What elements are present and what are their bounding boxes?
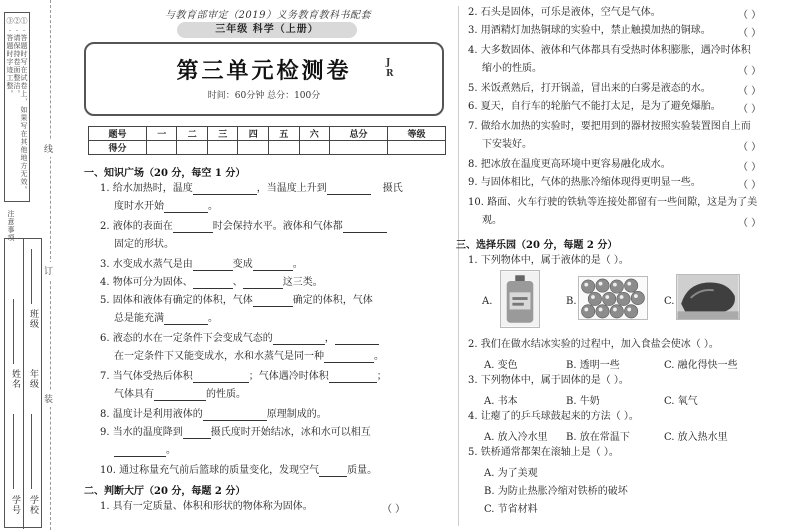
question-1-3: 3. 水变成水蒸气是由 变成 。 bbox=[100, 259, 303, 270]
question-1-1: 1. 给水加热时，温度 ，当温度上升到 摄氏 bbox=[100, 183, 403, 194]
question-1-7-cont: 气体具有 的性质。 bbox=[114, 389, 246, 400]
choice-option[interactable]: B. 牛奶 bbox=[566, 396, 600, 407]
choice-option[interactable]: A. 为了美观 bbox=[484, 468, 538, 479]
judge-question-10-cont: 观。 bbox=[482, 215, 502, 226]
blank[interactable] bbox=[243, 278, 283, 289]
judge-question-6: 6. 夏天，自行车的轮胎气不能打太足，是为了避免爆胎。 bbox=[468, 101, 721, 112]
question-1-5: 5. 固体和液体有确定的体积，气体 确定的体积，气体 bbox=[100, 295, 373, 306]
judge-question-1: 1. 具有一定质量、体积和形状的物体称为固体。 bbox=[100, 501, 313, 512]
score-header-cell: 三 bbox=[207, 127, 238, 141]
blank[interactable] bbox=[193, 372, 249, 383]
choice-option[interactable]: A. 放入冷水里 bbox=[484, 432, 548, 443]
judge-question-4: 4. 大多数固体、液体和气体都具有受热时体积膨胀，遇冷时体积 bbox=[468, 45, 751, 56]
question-1-10: 10. 通过称量充气前后篮球的质量变化，发现空气 质量。 bbox=[100, 465, 378, 476]
blank[interactable] bbox=[327, 184, 371, 195]
blank[interactable] bbox=[324, 352, 374, 363]
choice-option[interactable]: B. 放在常温下 bbox=[566, 432, 630, 443]
blank[interactable] bbox=[329, 372, 377, 383]
grade-field: 年级 bbox=[28, 369, 38, 389]
school-field: 学校 bbox=[28, 495, 38, 515]
blank[interactable] bbox=[193, 260, 233, 271]
choice-question-1: 1. 下列物体中，属于液体的是（ ）。 bbox=[468, 255, 629, 266]
choice-option[interactable]: C. 放入热水里 bbox=[664, 432, 728, 443]
section-1-title: 一、知识广场（20 分，每空 1 分） bbox=[84, 168, 246, 179]
score-row bbox=[89, 141, 446, 155]
page-title: 第三单元检测卷 bbox=[176, 59, 352, 84]
notice-title: 注意事项 bbox=[7, 210, 15, 242]
grade-subject-pill: 三年级 科学（上册） bbox=[177, 22, 357, 38]
blank[interactable] bbox=[164, 202, 208, 213]
notice-line: ①.答题时写在试卷上，如果写在其他地方无效。 bbox=[20, 17, 28, 194]
choice-question-5: 5. 铁桥通常都架在滚轴上是（ ）。 bbox=[468, 447, 619, 458]
judge-question-7-cont: 下安装好。 bbox=[482, 139, 532, 150]
judge-question-8: 8. 把冰放在温度更高环境中更容易融化成水。 bbox=[468, 159, 671, 170]
binding-strip bbox=[0, 0, 88, 530]
column-divider bbox=[458, 6, 459, 526]
blank[interactable] bbox=[273, 334, 325, 345]
student-id-field: 学号 bbox=[10, 495, 20, 515]
choice-option[interactable]: C. 节省材料 bbox=[484, 504, 538, 515]
blank[interactable] bbox=[193, 184, 257, 195]
blank[interactable] bbox=[193, 278, 233, 289]
answer-paren[interactable]: （ ） bbox=[738, 66, 762, 77]
choice-option[interactable]: B. bbox=[566, 296, 577, 307]
question-1-7: 7. 当气体受热后体积 ；气体遇冷时体积 ； bbox=[100, 371, 387, 382]
blank[interactable] bbox=[183, 428, 211, 439]
choice-option[interactable]: B. 透明一些 bbox=[566, 360, 620, 371]
score-header-cell: 题号 bbox=[89, 127, 147, 141]
score-row-label: 得分 bbox=[89, 141, 147, 155]
steel-balls-picture bbox=[578, 276, 648, 320]
blank[interactable] bbox=[253, 296, 293, 307]
answer-paren[interactable]: （ ） bbox=[738, 162, 762, 173]
judge-question-5: 5. 米饭煮熟后，打开锅盖，冒出来的白雾是液态的水。 bbox=[468, 83, 711, 94]
judge-question-3: 3. 用酒精灯加热铜球的实验中，禁止触摸加热的铜球。 bbox=[468, 25, 711, 36]
answer-paren[interactable]: （ ） bbox=[738, 180, 762, 191]
score-cell[interactable] bbox=[238, 141, 269, 155]
score-header-cell: 五 bbox=[269, 127, 300, 141]
blank[interactable] bbox=[343, 222, 387, 233]
score-header-row bbox=[89, 127, 446, 141]
cut-char: 装 bbox=[44, 390, 53, 407]
question-1-2: 2. 液体的表面在 时会保持水平。液体和气体都 bbox=[100, 220, 387, 233]
notice-line: ③.答题时字迹工整。 bbox=[6, 17, 14, 98]
judge-question-10: 10. 路面、火车行驶的铁轨等连接处都留有一些间隙，这是为了美 bbox=[468, 197, 758, 208]
title-box bbox=[84, 42, 444, 116]
judge-question-4-cont: 缩小的性质。 bbox=[482, 63, 542, 74]
score-cell[interactable] bbox=[177, 141, 208, 155]
edition-mark: J R bbox=[386, 58, 394, 79]
oil-bottle-picture bbox=[500, 270, 540, 328]
score-cell[interactable] bbox=[387, 141, 445, 155]
score-header-cell: 一 bbox=[146, 127, 177, 141]
answer-paren[interactable]: （ ） bbox=[738, 10, 762, 21]
student-info-box bbox=[4, 238, 42, 528]
choice-question-2: 2. 我们在做水结冰实验的过程中，加入食盐会使冰（ ）。 bbox=[468, 339, 719, 350]
section-2-title: 二、判断大厅（20 分，每题 2 分） bbox=[84, 486, 246, 497]
cut-char: 订 bbox=[44, 262, 53, 279]
score-header-cell: 等级 bbox=[387, 127, 445, 141]
blank[interactable] bbox=[253, 260, 293, 271]
choice-option[interactable]: C. 氧气 bbox=[664, 396, 698, 407]
answer-paren[interactable]: （ ） bbox=[382, 504, 406, 515]
choice-option[interactable]: C. 融化得快一些 bbox=[664, 360, 738, 371]
cut-char: 线 bbox=[44, 140, 53, 157]
section-3-title: 三、选择乐园（20 分，每题 2 分） bbox=[456, 240, 618, 251]
choice-option[interactable]: A. bbox=[482, 296, 493, 307]
choice-option[interactable]: C. bbox=[664, 296, 675, 307]
stone-picture bbox=[676, 274, 740, 320]
answer-paren[interactable]: （ ） bbox=[738, 28, 762, 39]
answer-paren[interactable]: （ ） bbox=[738, 142, 762, 153]
time-and-score: 时间：60分钟 总分：100分 bbox=[207, 91, 321, 101]
answer-paren[interactable]: （ ） bbox=[738, 86, 762, 97]
score-header-cell: 总分 bbox=[330, 127, 388, 141]
notice-box bbox=[4, 12, 30, 202]
score-cell[interactable] bbox=[299, 141, 330, 155]
blank[interactable] bbox=[335, 334, 379, 345]
score-header-cell: 六 bbox=[299, 127, 330, 141]
class-field: 班级 bbox=[28, 309, 38, 329]
score-header-cell: 四 bbox=[238, 127, 269, 141]
question-1-9: 9. 当水的温度降到 摄氏度时开始结冰，冰和水可以相互 bbox=[100, 427, 371, 438]
judge-question-9: 9. 与固体相比，气体的热胀冷缩体现得更明显一些。 bbox=[468, 177, 701, 188]
question-1-9-cont: 。 bbox=[114, 444, 176, 457]
judge-question-2: 2. 石头是固体，可乐是液体，空气是气体。 bbox=[468, 7, 661, 18]
answer-paren[interactable]: （ ） bbox=[738, 218, 762, 229]
score-header-cell: 二 bbox=[177, 127, 208, 141]
judge-question-7: 7. 做给水加热的实验时，要把用到的器材按照实验装置图自上而 bbox=[468, 121, 751, 132]
notice-line: ②.请保持卷面整洁。 bbox=[13, 17, 21, 98]
score-cell[interactable] bbox=[146, 141, 177, 155]
question-1-1-cont: 度时水开始 。 bbox=[114, 201, 218, 212]
choice-option[interactable]: A. 书本 bbox=[484, 396, 518, 407]
name-field: 姓名 bbox=[10, 369, 20, 389]
question-1-2-cont: 固定的形状。 bbox=[114, 239, 174, 250]
blank[interactable] bbox=[114, 446, 166, 457]
blank[interactable] bbox=[154, 390, 206, 401]
question-1-8: 8. 温度计是利用液体的 原理制成的。 bbox=[100, 409, 327, 420]
blank[interactable] bbox=[173, 222, 213, 233]
question-1-6-cont: 在一定条件下又能变成水，水和水蒸气是同一种 。 bbox=[114, 351, 384, 362]
blank[interactable] bbox=[319, 466, 347, 477]
score-cell[interactable] bbox=[330, 141, 388, 155]
question-1-5-cont: 总是能充满 。 bbox=[114, 313, 218, 324]
choice-option[interactable]: B. 为防止热胀冷缩对铁桥的破坏 bbox=[484, 486, 628, 497]
question-1-4: 4. 物体可分为固体、 、 这三类。 bbox=[100, 277, 323, 288]
question-1-6: 6. 液态的水在一定条件下会变成气态的 ， bbox=[100, 332, 379, 345]
choice-question-4: 4. 让瘪了的乒乓球鼓起来的方法（ ）。 bbox=[468, 411, 639, 422]
score-cell[interactable] bbox=[269, 141, 300, 155]
answer-paren[interactable]: （ ） bbox=[738, 104, 762, 115]
score-cell[interactable] bbox=[207, 141, 238, 155]
textbook-banner: 与教育部审定（2019）义务教育教科书配套 bbox=[165, 10, 371, 21]
blank[interactable] bbox=[203, 410, 267, 421]
score-table bbox=[88, 126, 446, 155]
choice-question-3: 3. 下列物体中，属于固体的是（ ）。 bbox=[468, 375, 629, 386]
blank[interactable] bbox=[164, 314, 208, 325]
choice-option[interactable]: A. 变色 bbox=[484, 360, 518, 371]
